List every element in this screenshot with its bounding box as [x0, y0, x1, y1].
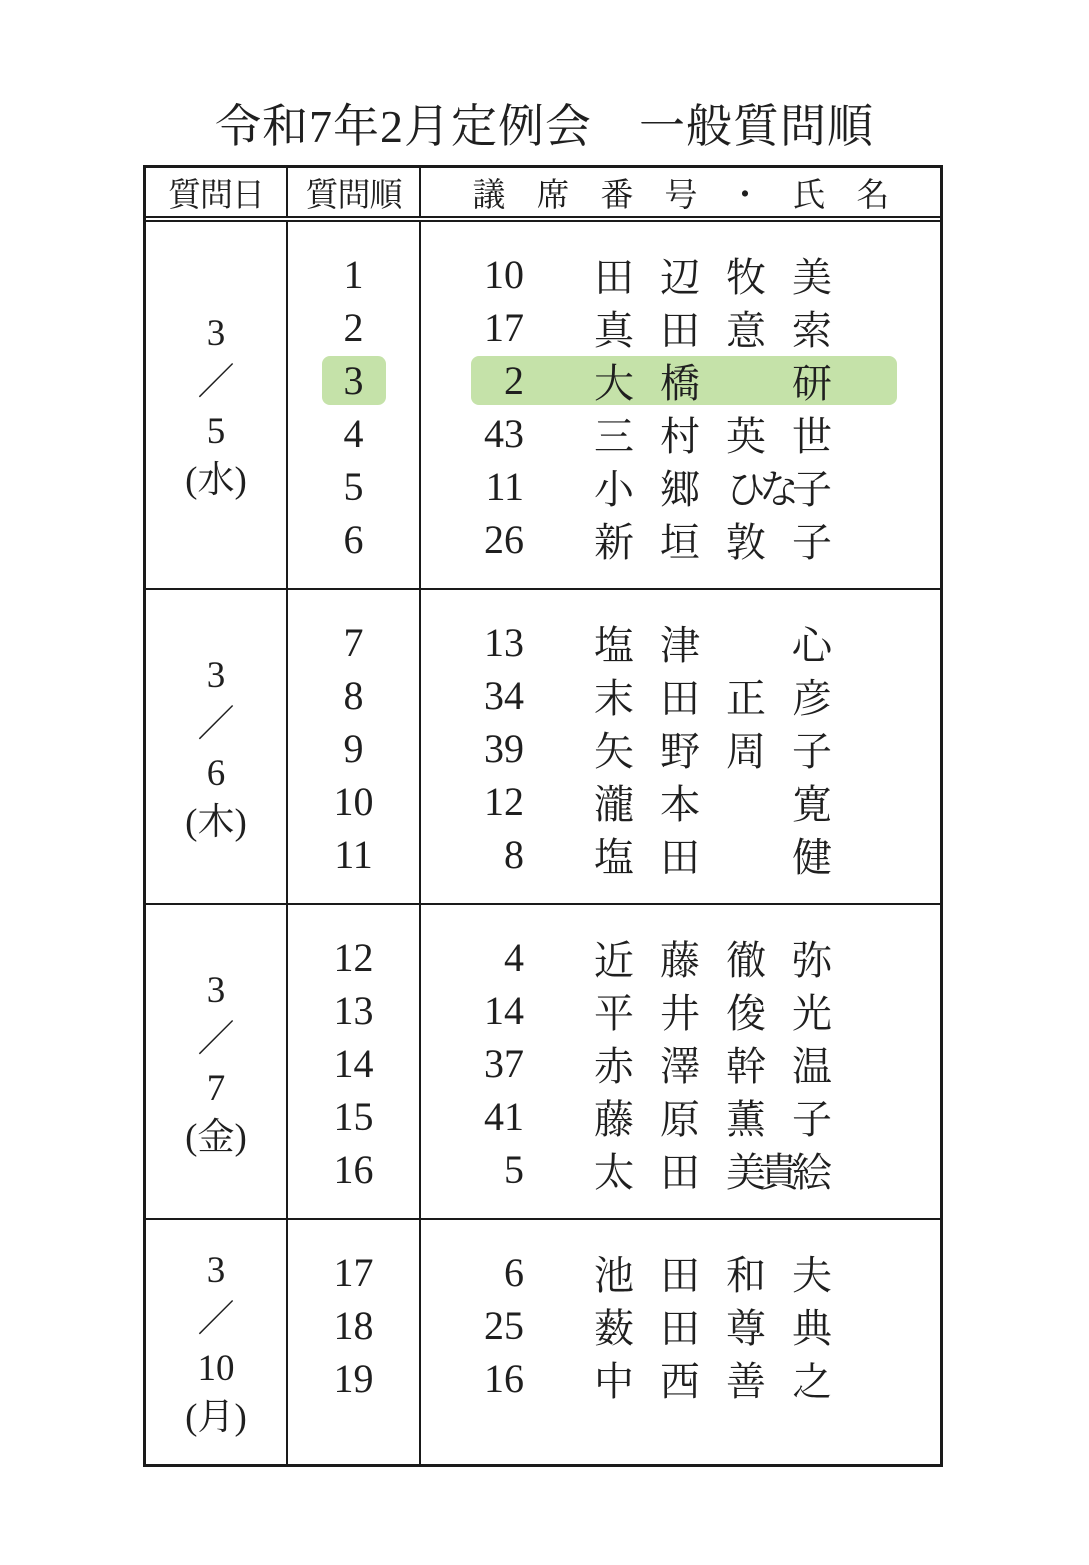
- question-order-row: [288, 301, 419, 354]
- member-row: [421, 931, 940, 984]
- question-order-row: [288, 669, 419, 722]
- member-row: [421, 984, 940, 1037]
- date-line: 6: [206, 752, 226, 794]
- member-row: [421, 248, 940, 301]
- seat-number: 39: [484, 726, 524, 771]
- question-order-row: [288, 984, 419, 1037]
- date-slash: ／: [197, 1018, 235, 1060]
- date-group-3-6: [146, 588, 940, 903]
- seat-number: 16: [484, 1356, 524, 1401]
- date-line: 3: [206, 654, 226, 696]
- question-order-number: 5: [343, 464, 364, 509]
- member-name: 末 田 正 彦: [594, 676, 825, 721]
- member-row: [421, 354, 940, 407]
- member-name: 小 郷 ひな子: [594, 467, 825, 512]
- member-row: [421, 1246, 940, 1299]
- seat-number: 2: [504, 358, 524, 403]
- member-row: [421, 1090, 940, 1143]
- member-entry: [471, 303, 897, 352]
- member-name: 田 辺 牧 美: [594, 255, 825, 300]
- member-name: 矢 野 周 子: [594, 729, 825, 774]
- member-row: [421, 669, 940, 722]
- question-order-number: 6: [343, 517, 364, 562]
- header-question-date: 質問日: [168, 177, 264, 214]
- seat-number: 8: [504, 832, 524, 877]
- member-row: [421, 828, 940, 881]
- date-slash: ／: [197, 703, 235, 745]
- question-order-number: 14: [333, 1041, 374, 1086]
- date-weekday: (月): [185, 1397, 247, 1438]
- date-slash: ／: [197, 362, 235, 403]
- member-name: 瀧 本 寛: [594, 782, 825, 827]
- member-name: 藤 原 薫 子: [594, 1097, 825, 1142]
- member-row: [421, 1299, 940, 1352]
- date-group-3-10: [146, 1218, 940, 1464]
- seat-number: 12: [484, 779, 524, 824]
- member-name: 新 垣 敦 子: [594, 520, 825, 565]
- question-date-cell: [146, 590, 286, 903]
- question-order-row: [288, 513, 419, 566]
- member-entry: [471, 933, 897, 982]
- member-name: 太 田 美貴絵: [594, 1150, 825, 1195]
- date-slash: ／: [197, 1299, 235, 1340]
- member-entry: [471, 1092, 897, 1141]
- question-order-row: [288, 828, 419, 881]
- member-row: [421, 513, 940, 566]
- date-line: 5: [206, 411, 226, 452]
- seat-number: 5: [504, 1147, 524, 1192]
- seat-number: 11: [485, 464, 524, 509]
- date-weekday: (金): [185, 1116, 247, 1158]
- question-order-row: [288, 1352, 419, 1405]
- question-date-cell: [146, 905, 286, 1218]
- question-order-number: 13: [333, 988, 374, 1033]
- member-entry: [471, 462, 897, 511]
- question-order-row: [288, 1246, 419, 1299]
- member-entry-highlighted: [471, 356, 897, 405]
- member-entry: [471, 986, 897, 1035]
- member-name: 大 橋 研: [594, 361, 825, 406]
- seat-number: 26: [484, 517, 524, 562]
- member-entry: [471, 409, 897, 458]
- member-entry: [471, 724, 897, 773]
- question-order-number: 7: [343, 620, 364, 665]
- question-order-row: [288, 1143, 419, 1196]
- header-seat-number-name: 議 席 番 号 ・ 氏 名: [419, 168, 940, 216]
- question-order-table: [143, 165, 943, 1467]
- question-order-number: 12: [333, 935, 374, 980]
- question-order-row: [288, 616, 419, 669]
- question-order-number: 9: [343, 726, 364, 771]
- order-column: [286, 222, 419, 588]
- date-line: 7: [206, 1067, 226, 1109]
- seat-number: 13: [484, 620, 524, 665]
- date-group-3-7: [146, 903, 940, 1218]
- date-weekday: (木): [185, 801, 247, 843]
- member-entry: [471, 777, 897, 826]
- name-column: [419, 1220, 940, 1464]
- member-entry: [471, 250, 897, 299]
- member-name: 三 村 英 世: [594, 414, 825, 459]
- seat-number: 4: [504, 935, 524, 980]
- question-order-row: [288, 354, 419, 407]
- question-order-row: [288, 1090, 419, 1143]
- question-order-number: 17: [333, 1250, 374, 1295]
- seat-number: 17: [484, 305, 524, 350]
- question-order-row: [288, 722, 419, 775]
- seat-number: 41: [484, 1094, 524, 1139]
- member-entry: [471, 1145, 897, 1194]
- date-line: 3: [206, 313, 226, 354]
- name-column: [419, 905, 940, 1218]
- date-weekday: (水): [185, 460, 247, 501]
- page-title: 令和7年2月定例会 一般質問順: [215, 101, 874, 152]
- member-row: [421, 1037, 940, 1090]
- member-name: 池 田 和 夫: [594, 1253, 825, 1298]
- question-order-number: 4: [343, 411, 364, 456]
- member-name: 平 井 俊 光: [594, 991, 825, 1036]
- table-header-row: [146, 168, 940, 222]
- member-entry: [471, 1301, 897, 1350]
- member-entry: [471, 1248, 897, 1297]
- question-order-number: 16: [333, 1147, 374, 1192]
- member-entry: [471, 1039, 897, 1088]
- question-order-number: 11: [334, 832, 373, 877]
- seat-number: 37: [484, 1041, 524, 1086]
- question-order-number: 2: [343, 305, 364, 350]
- question-order-number-highlighted: 3: [322, 356, 386, 405]
- member-entry: [471, 515, 897, 564]
- question-order-row: [288, 1037, 419, 1090]
- name-column: [419, 222, 940, 588]
- date-line: 3: [206, 1250, 226, 1291]
- order-column: [286, 905, 419, 1218]
- seat-number: 43: [484, 411, 524, 456]
- member-row: [421, 1352, 940, 1405]
- question-date-cell: [146, 222, 286, 588]
- member-row: [421, 722, 940, 775]
- member-row: [421, 616, 940, 669]
- name-column: [419, 590, 940, 903]
- member-row: [421, 460, 940, 513]
- question-date-cell: [146, 1220, 286, 1464]
- question-order-number: 18: [333, 1303, 374, 1348]
- member-entry: [471, 830, 897, 879]
- member-row: [421, 407, 940, 460]
- question-order-row: [288, 931, 419, 984]
- question-order-number: 8: [343, 673, 364, 718]
- order-column: [286, 590, 419, 903]
- member-row: [421, 1143, 940, 1196]
- date-line: 3: [206, 969, 226, 1011]
- question-order-row: [288, 248, 419, 301]
- member-entry: [471, 671, 897, 720]
- member-name: 近 藤 徹 弥: [594, 938, 825, 983]
- member-name: 中 西 善 之: [594, 1359, 825, 1404]
- member-name: 薮 田 尊 典: [594, 1306, 825, 1351]
- seat-number: 10: [484, 252, 524, 297]
- member-entry: [471, 618, 897, 667]
- question-order-number: 1: [343, 252, 364, 297]
- member-entry: [471, 1354, 897, 1403]
- seat-number: 6: [504, 1250, 524, 1295]
- seat-number: 14: [484, 988, 524, 1033]
- member-name: 真 田 意 索: [594, 308, 825, 353]
- member-name: 塩 田 健: [594, 835, 825, 880]
- member-row: [421, 301, 940, 354]
- header-question-order: 質問順: [286, 168, 419, 216]
- member-name: 塩 津 心: [594, 623, 825, 668]
- question-order-number: 19: [333, 1356, 374, 1401]
- member-name: 赤 澤 幹 温: [594, 1044, 825, 1089]
- date-line: 10: [197, 1348, 235, 1389]
- question-order-row: [288, 460, 419, 513]
- question-order-row: [288, 407, 419, 460]
- date-group-3-5: [146, 222, 940, 588]
- question-order-row: [288, 1299, 419, 1352]
- question-order-number: 10: [333, 779, 374, 824]
- question-order-number: 15: [333, 1094, 374, 1139]
- question-order-row: [288, 775, 419, 828]
- member-row: [421, 775, 940, 828]
- order-column: [286, 1220, 419, 1464]
- seat-number: 34: [484, 673, 524, 718]
- seat-number: 25: [484, 1303, 524, 1348]
